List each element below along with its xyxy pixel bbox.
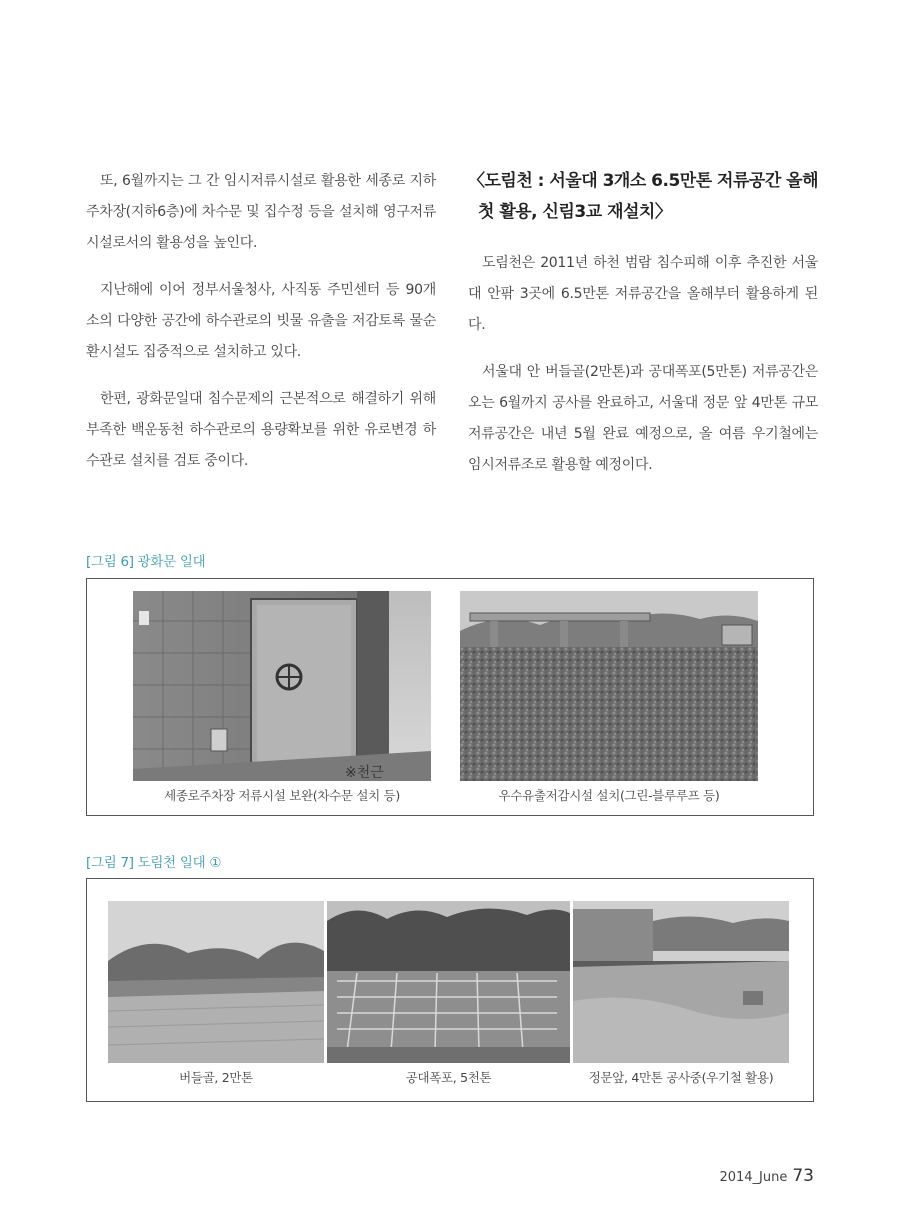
floor-marking-text: ※천근 <box>345 765 384 781</box>
section-heading <box>468 166 818 228</box>
figure7-caption-middle: 공대폭포, 5천톤 <box>405 1070 492 1085</box>
gongdae-falls-photo <box>327 901 570 1063</box>
paragraph: 한편, 광화문일대 침수문제의 근본적으로 해결하기 위해 부족한 백운동천 하수관로의 용량확보를 위한 유로변경 하수관로 설치를 검토 중이다. <box>86 391 436 469</box>
gongdae-falls-image <box>327 901 570 1063</box>
section-heading-line1: 〈도림천 : 서울대 3개소 6.5만톤 저류공간 올해 <box>468 171 819 191</box>
left-column <box>86 166 436 493</box>
figure6-box <box>86 578 814 816</box>
beodeulgol-photo <box>108 901 324 1063</box>
figure6-caption-left: 세종로주차장 저류시설 보완(차수문 설치 등) <box>164 788 400 803</box>
section-heading-line2: 첫 활용, 신림3교 재설치〉 <box>478 202 672 222</box>
figure7-label: [그림 7] 도림천 일대 ① <box>86 855 222 871</box>
figure7-caption-left: 버들골, 2만톤 <box>179 1070 253 1085</box>
paragraph: 지난해에 이어 정부서울청사, 사직동 주민센터 등 90개소의 다양한 공간에 하수관로의 빗물 유출을 저감토록 물순환시설도 집중적으로 설치하고 있다. <box>86 282 436 360</box>
right-column <box>468 166 818 497</box>
paragraph: 도림천은 2011년 하천 범람 침수피해 이후 추진한 서울대 안팎 3곳에 6.5만톤 저류공간을 올해부터 활용하게 된다. <box>468 255 818 333</box>
main-gate-photo <box>573 901 789 1063</box>
paragraph: 또, 6월까지는 그 간 임시저류시설로 활용한 세종로 지하주차장(지하6층)에 차수문 및 집수정 등을 설치해 영구저류시설로서의 활용성을 높인다. <box>86 173 436 251</box>
parking-floodgate-photo <box>133 591 431 781</box>
parking-floodgate-image <box>133 591 431 781</box>
figure7-caption-right: 정문앞, 4만톤 공사중(우기철 활용) <box>588 1070 774 1085</box>
beodeulgol-image <box>108 901 324 1063</box>
green-roof-photo <box>460 591 758 781</box>
issue-label: 2014_June <box>719 1170 788 1185</box>
paragraph: 서울대 안 버들골(2만톤)과 공대폭포(5만톤) 저류공간은 오는 6월까지 공사를 완료하고, 서울대 정문 앞 4만톤 규모 저류공간은 내년 5월 완료 예정으로, 올 여름 우기철에는 임시저류조로 활용할 예정이다. <box>468 364 818 473</box>
main-gate-image <box>573 901 789 1063</box>
figure7-box <box>86 878 814 1102</box>
figure6-label: [그림 6] 광화문 일대 <box>86 554 206 570</box>
figure6-caption-right: 우수유출저감시설 설치(그린-블루루프 등) <box>498 788 720 803</box>
page-footer <box>719 1166 814 1186</box>
green-roof-image <box>460 591 758 781</box>
page-number: 73 <box>792 1166 814 1186</box>
